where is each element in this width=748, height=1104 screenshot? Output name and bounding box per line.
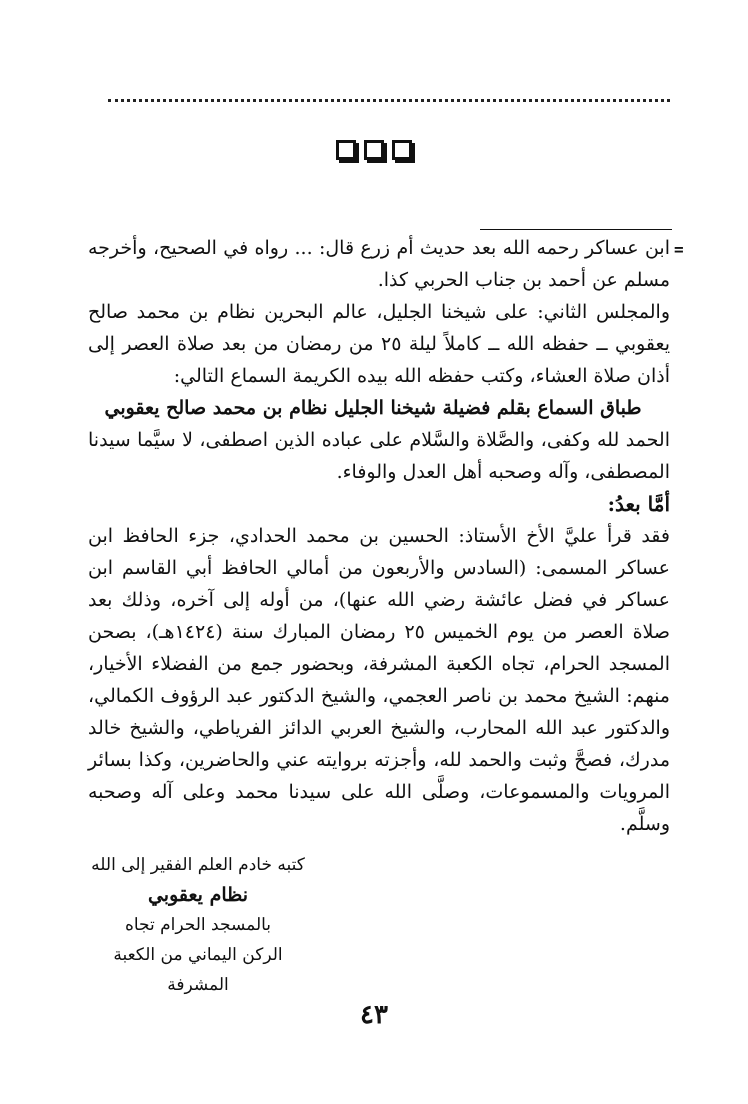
- ornament-square: [364, 140, 384, 160]
- praise-paragraph: الحمد لله وكفى، والصَّلاة والسَّلام على عباده الذين اصطفى، لا سيَّما سيدنا المصطفى، وآله وصحبه أهل العدل والوفاء.: [88, 429, 670, 483]
- signature-name: نظام يعقوبي: [147, 884, 249, 906]
- main-text: فقد قرأ عليَّ الأخ الأستاذ: الحسين بن محمد الحدادي، جزء الحافظ ابن عساكر المسمى: (السادس والأربعون من أمالي الحافظ أبي القاسم ابن عساكر في فضل عائشة رضي الله عنها)، من أوله إلى آخره، وذلك بعد صلاة العصر من يوم الخميس ٢٥ رمضان المبارك سنة (١٤٢٤هـ)، بصحن المسجد الحرام، تجاه الكعبة المشرفة، وبحضور جمع من الفضلاء الأخيار، منهم: الشيخ محمد بن ناصر العجمي، والشيخ الدكتور عبد الرؤوف الكمالي، والدكتور عبد الله المحارب، والشيخ العربي الدائز الفرياطي، والشيخ خالد مدرك، فصحَّ وثبت والحمد لله، وأجزته بروايته عني والحاضرين، وكذا بسائر المرويات والمسموعات، وصلَّى الله على سيدنا محمد وعلى آله وصحبه وسلَّم.: [88, 525, 670, 835]
- footnote-rule: [480, 229, 672, 230]
- dotted-separator: [108, 99, 670, 102]
- ornament-squares: [0, 140, 748, 160]
- signature-line-3: بالمسجد الحرام تجاه: [124, 915, 272, 935]
- footnote-paragraph-2: والمجلس الثاني: على شيخنا الجليل، عالم البحرين نظام بن محمد صالح يعقوبي ــ حفظه الله ــ كاملاً ليلة ٢٥ من رمضان من بعد صلاة العصر إلى أذان صلاة العشاء، وكتب حفظه الله بيده الكريمة السماع التالي:: [88, 301, 670, 387]
- signature-line-4: الركن اليماني من الكعبة المشرفة: [113, 945, 283, 995]
- signature-line-1: كتبه خادم العلم الفقير إلى الله: [91, 855, 305, 875]
- page-number: ٤٣: [360, 1000, 388, 1030]
- ornament-square: [392, 140, 412, 160]
- footnote-paragraph-1: ابن عساكر رحمه الله بعد حديث أم زرع قال: ... رواه في الصحيح، وأخرجه مسلم عن أحمد بن جناب الحربي كذا.: [88, 237, 670, 291]
- samaa-heading: طباق السماع بقلم فضيلة شيخنا الجليل نظام بن محمد صالح يعقوبي: [104, 397, 642, 419]
- footnote-body: [88, 232, 670, 840]
- amma-bad-heading: أمَّا بعدُ:: [607, 492, 670, 516]
- signature-block: [88, 850, 308, 1000]
- footnote-continuation-marker: =: [674, 240, 684, 259]
- ornament-square: [336, 140, 356, 160]
